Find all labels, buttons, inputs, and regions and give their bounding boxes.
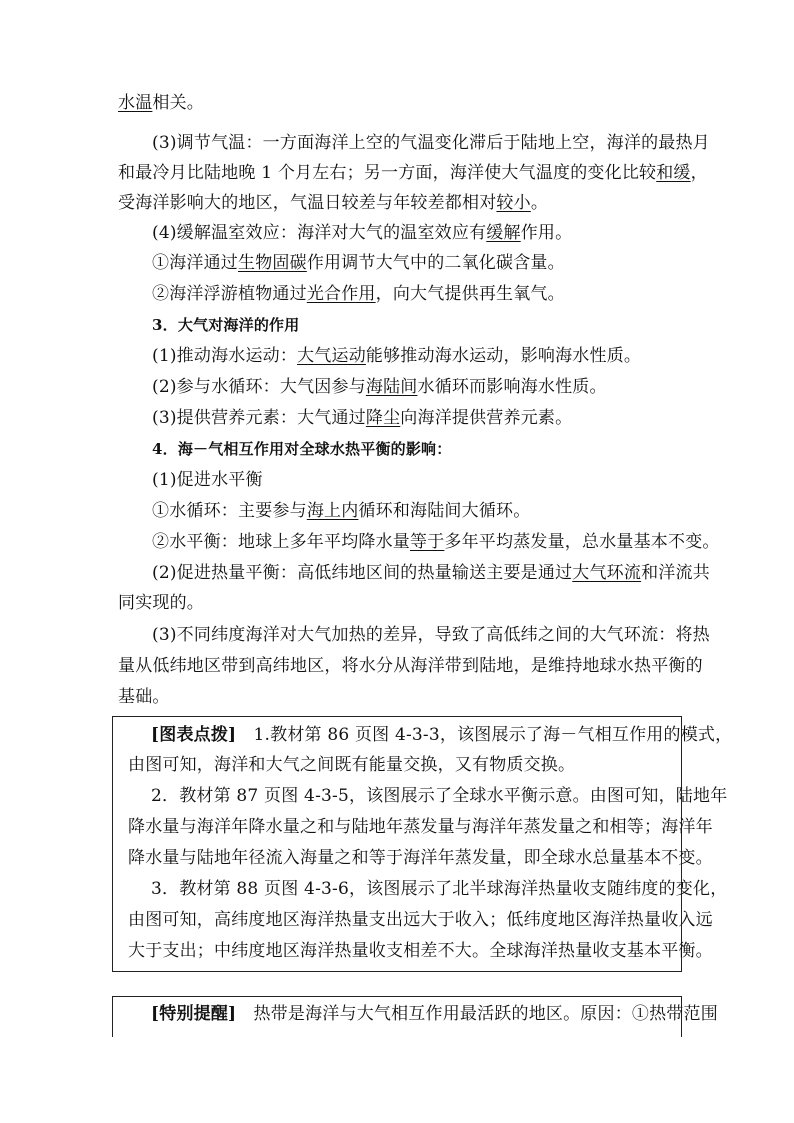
section-heading: 3．大气对海洋的作用	[152, 316, 300, 334]
underlined-answer: 大气环流	[572, 563, 642, 583]
text-span: 。	[530, 193, 549, 213]
paragraph-line	[152, 403, 572, 433]
text-span: ②海洋浮游植物通过	[152, 284, 307, 304]
text-span: 和洋流共	[641, 563, 710, 583]
text-span: ①海洋通过	[152, 253, 238, 273]
paragraph-line	[152, 279, 565, 309]
text-span: 多年平均蒸发量，总水量基本不变。	[444, 532, 720, 552]
text-span: ②水平衡：地球上多年平均降水量	[152, 532, 410, 552]
box-line	[151, 720, 732, 750]
underlined-answer: 降尘	[365, 408, 401, 428]
text-span: ，	[690, 163, 708, 183]
paragraph-line	[152, 218, 572, 248]
paragraph-line	[152, 496, 530, 526]
underlined-answer: 和缓	[656, 163, 691, 183]
paragraph-line	[152, 248, 565, 278]
underlined-answer: 缓解	[486, 223, 521, 243]
section-heading: 4．海－气相互作用对全球水热平衡的影响：	[152, 440, 452, 458]
box-line: 由图可知，海洋和大气之间既有能量交换，又有物质交换。	[128, 755, 576, 775]
text-span: (1)推动海水运动：	[152, 346, 298, 366]
special-reminder-box	[112, 996, 718, 1037]
paragraph-line: 同实现的。	[118, 593, 204, 613]
text-span: 相关。	[152, 93, 205, 113]
box-line: 3．教材第 88 页图 4-3-6，该图展示了北半球海洋热量收支随纬度的变化，	[151, 879, 728, 899]
paragraph-line	[118, 158, 708, 188]
text-span: 循环和海陆间大循环。	[358, 501, 531, 521]
underlined-answer: 光合作用	[306, 284, 376, 304]
box-tag: [图表点拨]	[151, 725, 237, 745]
box-tag: [特别提醒]	[151, 1004, 237, 1024]
box-line: 降水量与海洋年降水量之和与陆地年蒸发量与海洋年蒸发量之和相等；海洋年	[128, 817, 713, 837]
underlined-answer: 等于	[410, 532, 445, 552]
text-span: 和最冷月比陆地晚 1 个月左右；另一方面，海洋使大气温度的变化比较	[118, 163, 657, 183]
underlined-answer: 水温	[118, 93, 153, 113]
text-span: 水循环而影响海水性质。	[417, 377, 607, 397]
chart-tips-box	[112, 716, 733, 972]
text-span: (2)促进热量平衡：高低纬地区间的热量输送主要是通过	[152, 563, 573, 583]
box-line: 大于支出；中纬度地区海洋热量收支相差不大。全球海洋热量收支基本平衡。	[128, 941, 713, 961]
text-span: 热带是海洋与大气相互作用最活跃的地区。原因：①热带范围	[236, 1004, 718, 1024]
box-line: 由图可知，高纬度地区海洋热量支出远大于收入；低纬度地区海洋热量收入远	[128, 910, 713, 930]
text-span: (3)提供营养元素：大气通过	[152, 408, 366, 428]
paragraph-line	[152, 372, 607, 402]
paragraph-line: 量从低纬地区带到高纬地区，将水分从海洋带到陆地，是维持地球水热平衡的	[118, 656, 703, 676]
underlined-answer: 海上内	[306, 501, 359, 521]
text-span: 作用调节大气中的二氧化碳含量。	[306, 253, 565, 273]
text-span: 向海洋提供营养元素。	[400, 408, 573, 428]
paragraph-line	[152, 341, 641, 371]
paragraph-line: (1)促进水平衡	[152, 470, 263, 490]
paragraph-line	[118, 188, 548, 218]
box-line	[151, 999, 718, 1029]
paragraph-line: (3)不同纬度海洋对大气加热的差异，导致了高低纬之间的大气环流：将热	[152, 625, 710, 645]
text-span: ①水循环：主要参与	[152, 501, 307, 521]
text-span: 1.教材第 86 页图 4-3-3，该图展示了海－气相互作用的模式，	[236, 725, 733, 745]
text-span: 作用。	[520, 223, 573, 243]
text-span: (4)缓解温室效应：海洋对大气的温室效应有	[152, 223, 487, 243]
text-span: 能够推动海水运动，影响海水性质。	[365, 346, 642, 366]
paragraph-line: 基础。	[118, 687, 170, 707]
text-span: 受海洋影响大的地区，气温日较差与年较差都相对	[118, 193, 497, 213]
box-line: 2．教材第 87 页图 4-3-5，该图展示了全球水平衡示意。由图可知，陆地年	[151, 786, 728, 806]
paragraph-line: (3)调节气温：一方面海洋上空的气温变化滞后于陆地上空，海洋的最热月	[152, 133, 710, 153]
underlined-answer: 大气运动	[297, 346, 366, 366]
underlined-answer: 海陆间	[365, 377, 418, 397]
paragraph-line	[152, 527, 720, 557]
box-line: 降水量与陆地年径流入海量之和等于海洋年蒸发量，即全球水总量基本不变。	[128, 848, 713, 868]
underlined-answer: 较小	[496, 193, 531, 213]
paragraph-continuation	[118, 88, 204, 118]
underlined-answer: 生物固碳	[238, 253, 307, 273]
text-span: ，向大气提供再生氧气。	[375, 284, 565, 304]
text-span: (2)参与水循环：大气因参与	[152, 377, 366, 397]
paragraph-line	[152, 558, 710, 588]
